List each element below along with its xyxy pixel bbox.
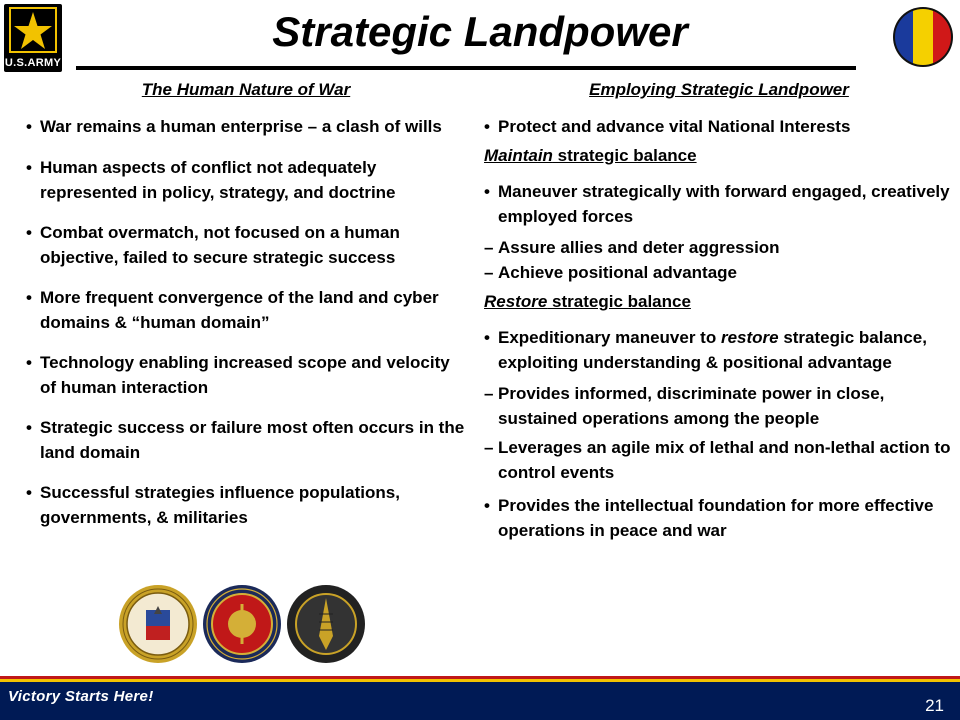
service-seals <box>118 584 368 668</box>
right-column <box>484 80 954 543</box>
left-bullet: • Successful strategies influence populations, governments, & militaries <box>26 483 400 527</box>
sub-bullet: – Assure allies and deter aggression <box>484 238 780 257</box>
left-bullet: • More frequent convergence of the land and cyber domains & “human domain” <box>26 288 439 332</box>
left-heading: The Human Nature of War <box>141 80 351 99</box>
right-bullet: • Protect and advance vital National Interests <box>484 117 851 136</box>
right-bullet: • Provides the intellectual foundation for more effective operations in peace and war <box>484 496 934 540</box>
socom-seal-icon <box>286 584 366 664</box>
subheading-restore: Restore strategic balance <box>484 292 691 311</box>
left-bullet: • War remains a human enterprise – a clash of wills <box>26 117 442 136</box>
left-bullet: • Strategic success or failure most often occurs in the land domain <box>26 418 465 462</box>
sub-bullet: – Leverages an agile mix of lethal and non-lethal action to control events <box>484 438 951 482</box>
subheading-maintain: Maintain strategic balance <box>484 146 697 165</box>
page-title: Strategic Landpower <box>272 8 688 55</box>
army-seal-icon <box>118 584 198 664</box>
left-bullet: • Technology enabling increased scope and velocity of human interaction <box>26 353 450 397</box>
sub-bullet: – Achieve positional advantage <box>484 263 738 282</box>
logo-text: U.S.ARMY <box>4 57 62 69</box>
right-bullet: • Expeditionary maneuver to restore strategic balance, exploiting understanding & positional advantage <box>484 328 927 372</box>
left-bullet: • Combat overmatch, not focused on a human objective, failed to secure strategic success <box>26 223 400 267</box>
sub-bullet: – Provides informed, discriminate power in close, sustained operations among the people <box>484 384 885 428</box>
navy-seal-icon <box>202 584 282 664</box>
left-column <box>26 80 466 530</box>
footer-tagline: Victory Starts Here! <box>8 688 154 705</box>
page-number: 21 <box>925 696 944 715</box>
title-divider <box>76 66 856 70</box>
right-bullet: • Maneuver strategically with forward engaged, creatively employed forces <box>484 182 950 226</box>
left-bullet: • Human aspects of conflict not adequately represented in policy, strategy, and doctrine <box>26 158 396 202</box>
right-heading: Employing Strategic Landpower <box>589 80 849 99</box>
tradoc-patch-icon <box>892 6 954 68</box>
